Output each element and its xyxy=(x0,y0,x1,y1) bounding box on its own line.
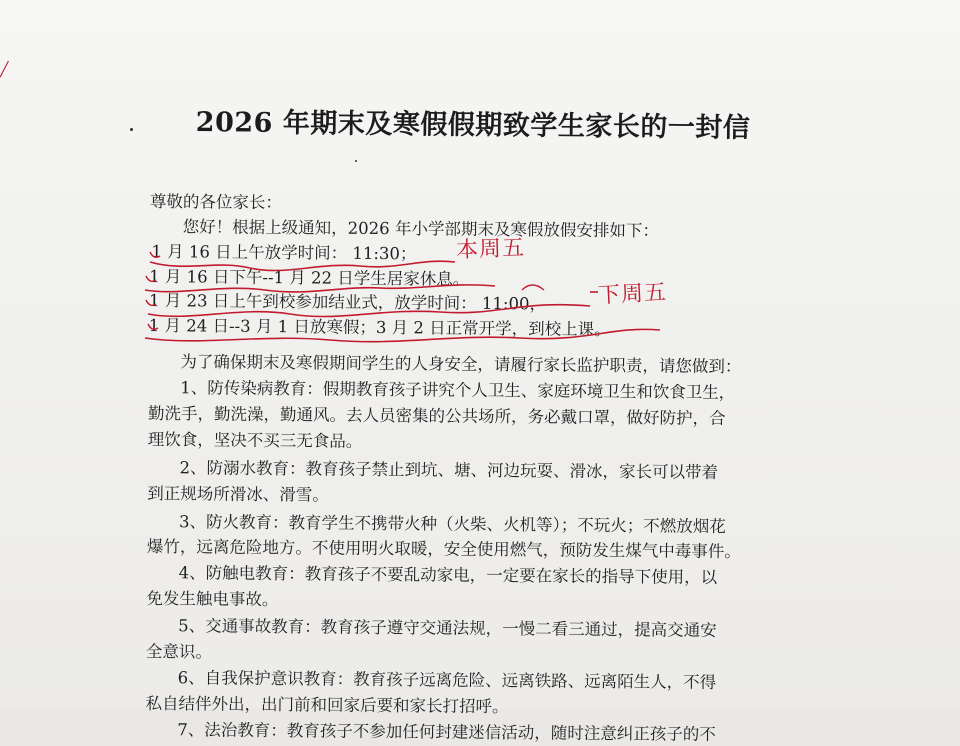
safety-item-line: 免发生触电事故。 xyxy=(146,588,279,610)
schedule-line: 1 月 24 日--3 月 1 日放寒假；3 月 2 日正常开学，到校上课。 xyxy=(148,315,611,340)
margin-pen-mark: ╱ xyxy=(0,62,9,78)
schedule-line: 1 月 16 日上午放学时间： 11:30； xyxy=(151,242,417,264)
safety-item-line: 3、防火教育：教育学生不携带火种（火柴、火机等）；不玩火；不燃放烟花 xyxy=(179,512,726,537)
handwritten-note-next-friday: 下周五 xyxy=(597,280,668,309)
safety-item-line: 6、自我保护意识教育：教育孩子远离危险、远离铁路、远离陌生人，不得 xyxy=(177,668,717,692)
greeting: 尊敬的各位家长： xyxy=(149,191,282,213)
schedule-line: 1 月 16 日下午--1 月 22 日学生居家休息。 xyxy=(149,266,470,289)
safety-item-line: 4、防触电教育：教育孩子不要乱动家电，一定要在家长的指导下使用，以 xyxy=(178,563,718,587)
safety-item-line: 理饮食，坚决不买三无食品。 xyxy=(147,429,363,451)
safety-item-line: 私自结伴外出，出门前和回家后要和家长打招呼。 xyxy=(145,693,509,717)
safety-item-line: 到正规场所滑冰、滑雪。 xyxy=(147,483,329,505)
handwritten-note-this-friday: 本周五 xyxy=(455,235,526,264)
safety-item-line: 2、防溺水教育：教育孩子禁止到坑、塘、河边玩耍、滑冰，家长可以带着 xyxy=(179,458,719,482)
safety-item-line: 7、法治教育：教育孩子不参加任何封建迷信活动，随时注意纠正孩子的不 xyxy=(177,720,716,744)
schedule-line: 1 月 23 日上午到校参加结业式，放学时间： 11:00， xyxy=(148,290,547,314)
safety-item-line: 1、防传染病教育：假期教育孩子讲究个人卫生、家庭环境卫生和饮食卫生， xyxy=(180,378,736,403)
letter-title: 2026 年期末及寒假假期致学生家长的一封信 xyxy=(195,106,751,144)
safety-item-line: 5、交通事故教育：教育孩子遵守交通法规，一慢二看三通过，提高交通安 xyxy=(178,616,717,640)
safety-intro: 为了确保期末及寒假期间学生的人身安全，请履行家长监护职责，请您做到： xyxy=(180,352,742,377)
safety-item-line: 爆竹，远离危险地方。不使用明火取暖，安全使用燃气，预防发生煤气中毒事件。 xyxy=(146,536,741,562)
safety-item-line: 勤洗手，勤洗澡，勤通风。去人员密集的公共场所，务必戴口罩，做好防护，合 xyxy=(147,403,726,429)
safety-item-line: 全意识。 xyxy=(145,641,213,662)
intro-line: 您好！根据上级通知，2026 年小学部期末及寒假放假安排如下： xyxy=(182,217,659,241)
